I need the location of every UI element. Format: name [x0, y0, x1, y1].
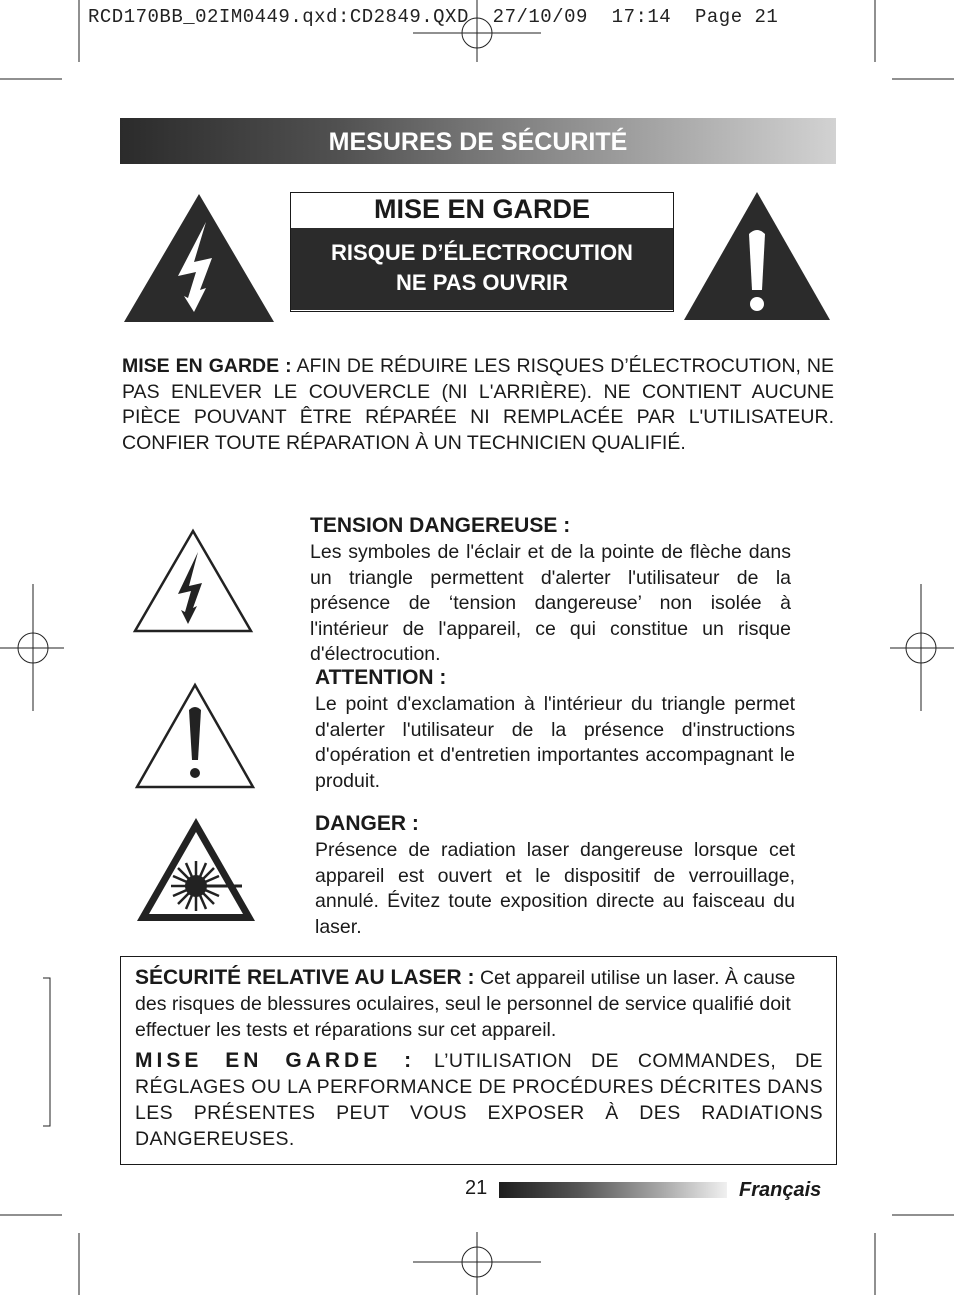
laser-caution-text: L’UTILISATION DE COMMANDES, DE RÉGLAGES OU LA PERFORMANCE DE PROCÉDURES DÉCRITES DANS LES PRÉSENTES PEUT VOUS EXPOSER À DES RADIATIONS DANGEREUSES.	[135, 1050, 823, 1150]
section-heading-attention: ATTENTION :	[315, 666, 447, 689]
caution-label-heading: MISE EN GARDE	[373, 194, 591, 224]
laser-safety-paragraph	[135, 965, 803, 1043]
section-text-attention: Le point d'exclamation à l'intérieur du triangle permet d'alerter l'utilisateur de la présence d'instructions d'opération et d'entretien importantes accompagnant le produit.	[315, 693, 795, 792]
warning-paragraph-lead: MISE EN GARDE :	[122, 355, 292, 377]
laser-safety-lead: SÉCURITÉ RELATIVE AU LASER :	[135, 966, 475, 989]
section-text-danger: Présence de radiation laser dangereuse lorsque cet appareil est ouvert et le dispositif de verrouillage, annulé. Évitez toute exposition directe au faisceau du laser.	[315, 839, 795, 938]
laser-triangle-icon	[134, 815, 258, 925]
lightning-triangle-icon	[132, 528, 254, 634]
exclamation-warning-icon	[682, 190, 832, 322]
laser-safety-text: Cet appareil utilise un laser. À cause des risques de blessures oculaires, seul le personnel de service qualifié doit effectuer les tests et réparations sur cet appareil.	[135, 967, 796, 1041]
laser-caution-lead: MISE EN GARDE :	[135, 1049, 416, 1072]
warning-paragraph	[122, 354, 834, 456]
section-heading-danger: DANGER :	[315, 812, 419, 835]
caution-label-line-1: RISQUE D’ÉLECTROCUTION	[331, 240, 633, 265]
footer-gradient-bar	[499, 1182, 727, 1198]
exclamation-triangle-icon	[134, 682, 256, 790]
page-number: 21	[465, 1177, 488, 1199]
section-text-voltage: Les symboles de l'éclair et de la pointe de flèche dans un triangle permettent d'alerter l'utilisateur de la présence de ‘tension dangereuse’ non isolée à l'intérieur de l'appareil, ce qui constitue un risque d'électrocution.	[310, 541, 791, 665]
laser-caution-paragraph	[135, 1048, 823, 1152]
print-slug-line: RCD170BB_02IM0449.qxd:CD2849.QXD 27/10/09 17:14 Page 21	[88, 6, 779, 28]
section-heading-voltage: TENSION DANGEREUSE :	[310, 514, 571, 537]
caution-label-line-2: NE PAS OUVRIR	[396, 270, 568, 295]
warning-paragraph-text: AFIN DE RÉDUIRE LES RISQUES D’ÉLECTROCUTION, NE PAS ENLEVER LE COUVERCLE (NI L'ARRIÈRE). NE CONTIENT AUCUNE PIÈCE POUVANT ÊTRE RÉPARÉE NI REMPLACÉE PAR L'UTILISATEUR. CONFIER TOUTE RÉPARATION À UN TECHNICIEN QUALIFIÉ.	[122, 355, 835, 454]
page-title: MESURES DE SÉCURITÉ	[328, 128, 628, 156]
footer-language: Français	[739, 1179, 822, 1201]
lightning-warning-icon	[122, 192, 276, 324]
